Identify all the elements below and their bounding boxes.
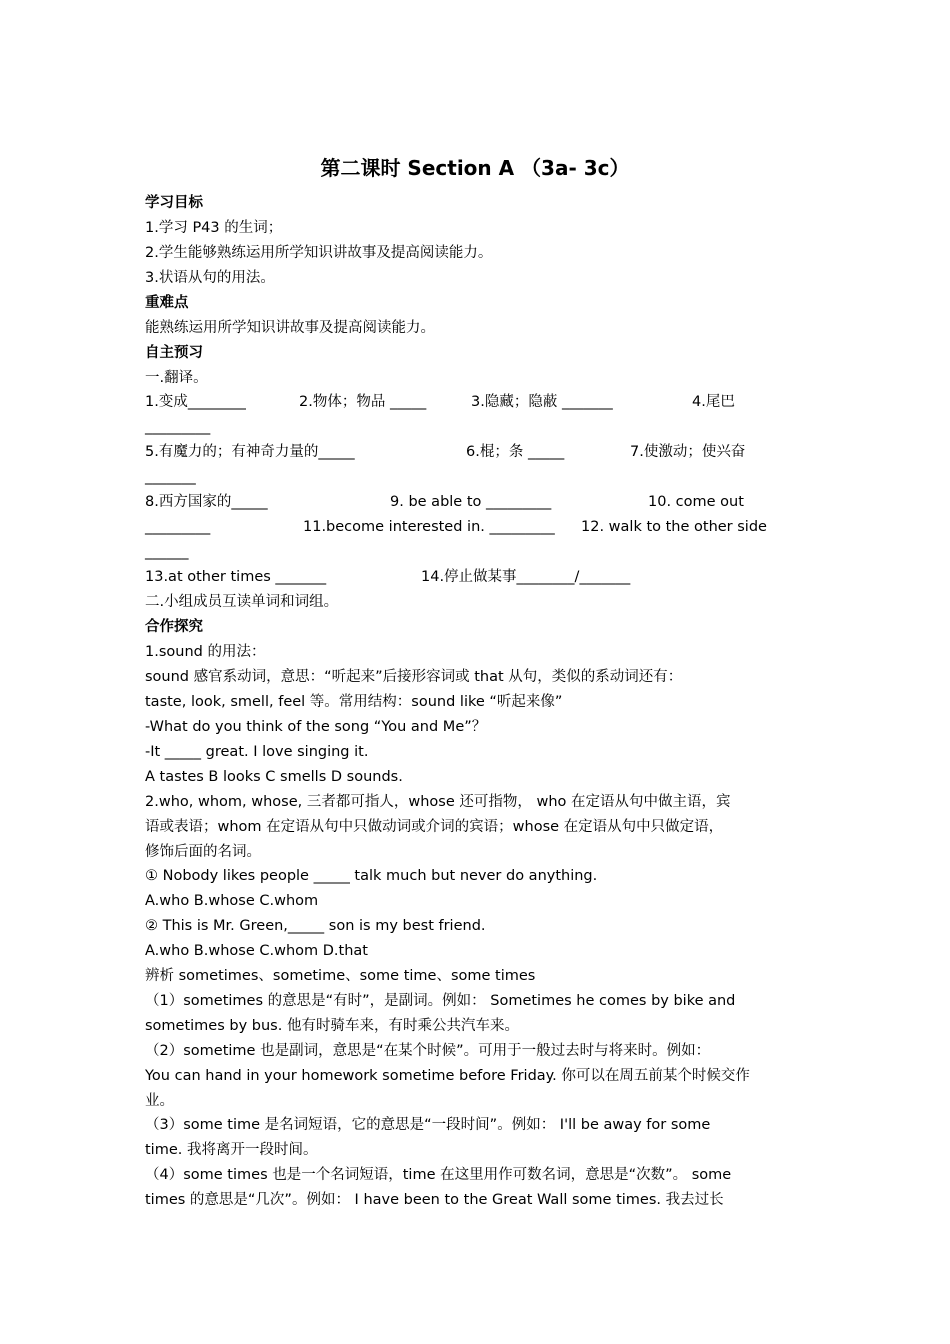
vocab-item-9: 9. be able to _________ (390, 494, 552, 510)
who-line-3: 修饰后面的名词。 (145, 844, 261, 860)
distinguish-4-line-2: times 的意思是“几次”。例如： I have been to the Great Wall some times. 我去过长 (145, 1192, 724, 1208)
distinguish-3-line-2: time. 我将离开一段时间。 (145, 1142, 318, 1158)
sound-answer: -It _____ great. I love singing it. (145, 744, 369, 760)
sound-line-2: taste, look, smell, feel 等。常用结构：sound like “听起来像” (145, 694, 563, 710)
question-1: ① Nobody likes people _____ talk much but never do anything. (145, 868, 598, 884)
distinguish-title: 辨析 sometimes、sometime、some time、some times (145, 968, 536, 984)
vocab-item-7: 7.使激动；使兴奋 (630, 444, 746, 460)
vocab-item-4-blank: _________ (145, 419, 211, 435)
distinguish-2-line-3: 业。 (145, 1093, 174, 1109)
who-line-2: 语或表语；whom 在定语从句中只做动词或介词的宾语；whose 在定语从句中只做定语， (145, 819, 724, 835)
vocab-item-8: 8.西方国家的_____ (145, 494, 268, 510)
who-line-1: 2.who, whom, whose, 三者都可指人，whose 还可指物， who 在定语从句中做主语，宾 (145, 794, 731, 810)
sound-line-1: sound 感官系动词，意思：“听起来”后接形容词或 that 从句，类似的系动词还有： (145, 669, 683, 685)
distinguish-4-line-1: （4）some times 也是一个名词短语，time 在这里用作可数名词，意思是“次数”。 some (145, 1167, 732, 1183)
vocab-item-14: 14.停止做某事________/_______ (421, 569, 631, 585)
objective-item-3: 3.状语从句的用法。 (145, 270, 275, 286)
vocab-item-5: 5.有魔力的；有神奇力量的_____ (145, 444, 355, 460)
vocab-item-7-blank: _______ (145, 469, 196, 485)
sound-title: 1.sound 的用法： (145, 644, 266, 660)
question-2: ② This is Mr. Green,_____ son is my best friend. (145, 918, 486, 934)
objective-item-2: 2.学生能够熟练运用所学知识讲故事及提高阅读能力。 (145, 245, 493, 261)
vocab-item-11: 11.become interested in. _________ (303, 519, 555, 535)
read-aloud-task: 二.小组成员互读单词和词组。 (145, 594, 339, 610)
question-2-options: A.who B.whose C.whom D.that (145, 943, 368, 959)
vocab-item-12-blank: ______ (145, 544, 189, 560)
vocab-item-12: 12. walk to the other side (581, 519, 767, 535)
distinguish-2-line-2: You can hand in your homework sometime before Friday. 你可以在周五前某个时候交作 (145, 1068, 750, 1084)
vocab-item-6: 6.棍；条 _____ (466, 444, 565, 460)
question-1-options: A.who B.whose C.whom (145, 893, 319, 909)
difficulty-heading: 重难点 (145, 295, 189, 311)
sound-options: A tastes B looks C smells D sounds. (145, 769, 403, 785)
sound-question: -What do you think of the song “You and Me”？ (145, 719, 487, 735)
vocab-item-13: 13.at other times _______ (145, 569, 327, 585)
vocab-item-3: 3.隐藏；隐蔽 _______ (471, 394, 613, 410)
vocab-item-4: 4.尾巴 (692, 394, 735, 410)
distinguish-2-line-1: （2）sometime 也是副词，意思是“在某个时候”。可用于一般过去时与将来时。例如： (145, 1043, 711, 1059)
vocab-item-10: 10. come out (648, 494, 744, 510)
vocab-item-1: 1.变成________ (145, 394, 246, 410)
cooperate-heading: 合作探究 (145, 619, 203, 635)
objectives-heading: 学习目标 (145, 195, 203, 211)
vocab-item-10-blank: _________ (145, 519, 211, 535)
distinguish-1-line-2: sometimes by bus. 他有时骑车来，有时乘公共汽车来。 (145, 1018, 519, 1034)
document-page (145, 0, 805, 1344)
objective-item-1: 1.学习 P43 的生词； (145, 220, 283, 236)
difficulty-text: 能熟练运用所学知识讲故事及提高阅读能力。 (145, 320, 435, 336)
translate-label: 一.翻译。 (145, 370, 208, 386)
distinguish-3-line-1: （3）some time 是名词短语，它的意思是“一段时间”。例如： I'll be away for some (145, 1117, 711, 1133)
distinguish-1-line-1: （1）sometimes 的意思是“有时”，是副词。例如： Sometimes he comes by bike and (145, 993, 736, 1009)
vocab-item-2: 2.物体；物品 _____ (299, 394, 427, 410)
preview-heading: 自主预习 (145, 345, 203, 361)
page-title: 第二课时 Section A （3a- 3c） (320, 156, 630, 180)
